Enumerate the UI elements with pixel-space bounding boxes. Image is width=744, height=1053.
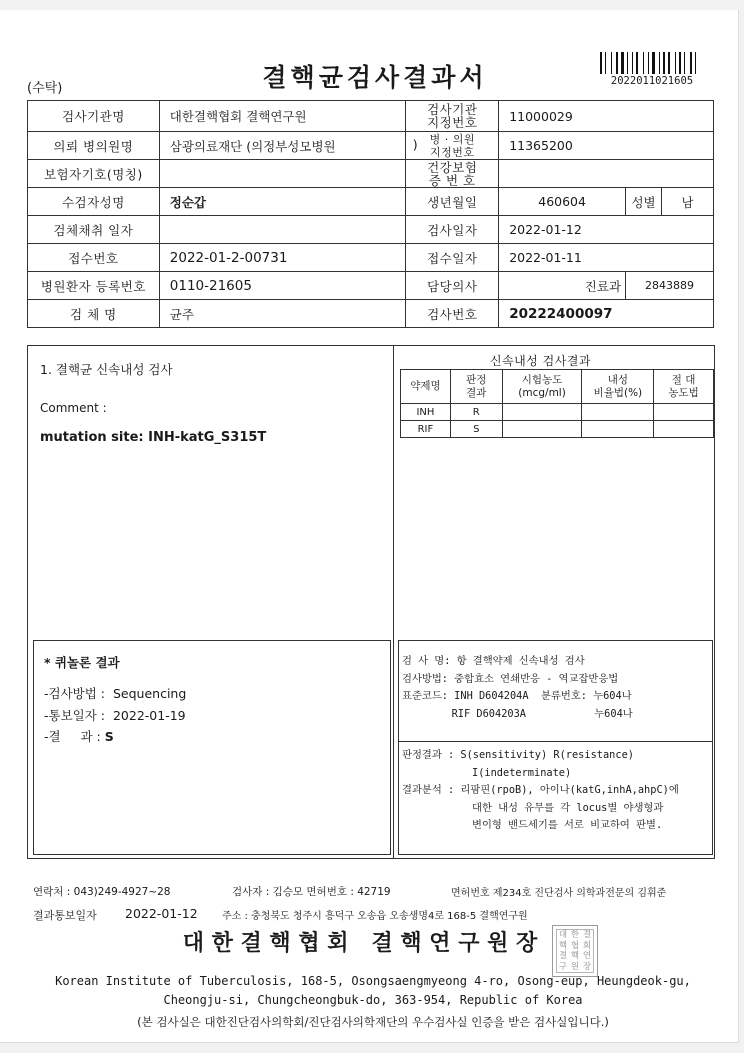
barcode-bar [686,52,689,74]
seal-glyph: 원 [570,961,580,972]
barcode-bar [684,52,685,74]
result-cell-conc [502,421,582,438]
barcode-bar [648,52,649,74]
result-column-header [654,370,714,404]
barcode [600,52,704,87]
patient-info-table [27,100,714,328]
barcode-bar [613,52,615,74]
barcode-bar [611,52,612,74]
barcode-bar [663,52,665,74]
receipt-no-label: 접수번호 [28,244,160,272]
birth-label: 생년월일 [406,188,499,216]
barcode-bar [625,52,626,74]
barcode-bar [634,52,635,74]
column-header-text: 결과 [466,386,487,399]
test-date-value: 2022-01-12 [499,216,714,244]
receipt-date-label: 접수일자 [406,244,499,272]
clinic-no-value: 11365200 [499,132,714,160]
result-value: S [104,729,114,744]
requester-value [159,132,418,160]
result-column-header [401,370,451,404]
barcode-bar [677,52,678,74]
quinolone-box [33,640,391,855]
barcode-bar [600,52,602,74]
test-no-value: 20222400097 [499,300,714,328]
agency-no-value: 11000029 [499,101,714,132]
seal-glyph: 핵 [558,940,568,951]
barcode-bars [600,52,704,74]
official-seal [552,925,598,977]
patient-value: 정순갑 [159,188,406,216]
barcode-bar [659,52,660,74]
test-heading: 1. 결핵균 신속내성 검사 [40,362,173,377]
column-header-text: (mcg/ml) [518,386,566,399]
barcode-bar [629,52,631,74]
analysis-line-3: 변이형 밴드세기를 서로 비교하여 판별. [472,819,663,831]
table-row [401,404,714,421]
column-header-text: 절 대 [671,373,696,386]
requester-close: ) [412,136,418,152]
quinolone-result [44,727,114,745]
seal-glyph: 결 [582,930,592,940]
barcode-bar [671,52,674,74]
quinolone-date [44,706,186,724]
seal-glyph: 구 [558,961,568,972]
contact: 연락처 : 043)249-4927~28 [33,886,171,898]
org-title: 대 한 결 핵 협 회 결 핵 연 구 원 장 [182,930,538,956]
examiner: 검사자 : 김승모 면허번호 : 42719 [232,886,391,898]
seal-glyph: 장 [582,961,592,972]
method-line-3b [402,706,633,724]
dept-label: 진료과 [499,272,626,300]
table-row [401,421,714,438]
analysis-text [402,747,679,835]
column-header-text: 비율법(%) [593,386,643,399]
method-text [402,653,633,723]
date-label: -통보일자 : [44,708,105,723]
date-value: 2022-01-19 [112,708,186,723]
drug-result-table [400,369,714,438]
seal-glyphs [556,929,594,973]
seal-glyph: 결 [558,951,568,961]
barcode-bar [668,52,670,74]
barcode-bar [661,52,662,74]
reg-no-label: 병원환자 등록번호 [28,272,160,300]
barcode-bar [693,52,694,74]
analysis-line-2: 대한 내성 유무를 각 locus별 야생형과 [472,801,664,814]
barcode-bar [656,52,658,74]
consignment-tag: (수탁) [27,81,63,96]
result-cell-result: R [450,404,502,421]
birth-value: 460604 [499,188,626,216]
column-header-text: 농도법 [668,386,699,399]
barcode-bar [605,52,606,74]
health-no-value [499,160,714,188]
column-header-text: 시험농도 [521,373,563,386]
result-cell-drug: INH [401,404,451,421]
address: 주소 : 충청북도 청주시 흥덕구 오송읍 오송생명4로 168-5 결핵연구원 [222,911,528,922]
specimen-label: 검 체 명 [28,300,160,328]
result-cell-conc [502,404,582,421]
barcode-bar [627,52,628,74]
result-label: -결 과 : [44,729,101,744]
barcode-bar [650,52,651,74]
reg-no-value: 0110-21605 [159,272,406,300]
dept-value: 2843889 [626,272,714,300]
barcode-bar [675,52,676,74]
agency-no-label: 검사기관 지정번호 [406,101,499,132]
method-value: Sequencing [112,686,187,701]
barcode-bar [616,52,618,74]
analysis-line-1: 결과분석 : 리팜핀(rpoB), 아이나(katG,inhA,ahpC)에 [402,784,679,796]
english-address-2: Cheongju-si, Chungcheongbuk-do, 363-954, Republic of Korea [163,993,583,1007]
std-code: 표준코드: INH D604204A 분류번호: 누604나 [402,690,632,702]
license: 면허번호 제234호 진단검사 의학과전문의 김휘준 [451,888,667,899]
method-box-divider [398,741,712,742]
quinolone-method [44,684,186,702]
result-column-header [582,370,654,404]
receipt-date-value: 2022-01-11 [499,244,714,272]
result-column-header [450,370,502,404]
receipt-no-value: 2022-01-2-00731 [159,244,406,272]
certification-note: (본 검사실은 대한진단검사의학회/진단검사의학재단의 우수검사실 인증을 받은 검사실입니다.) [137,1015,609,1029]
agency-value: 대한결핵협회 결핵연구원 [159,101,406,132]
column-header-text: 약제명 [410,380,441,392]
collect-value [159,216,406,244]
seal-glyph: 대 [558,930,568,940]
notify-date: 2022-01-12 [125,906,198,921]
method-line-2: 검사방법: 중합효소 연쇄반응 - 역교잡반응법 [402,672,619,685]
doctor-label: 담당의사 [406,272,499,300]
std-code-rif: RIF D604203A [451,707,527,720]
barcode-bar [632,52,633,74]
judgement-line-2: I(indeterminate) [472,766,572,779]
notify-label: 결과통보일자 [33,909,97,922]
barcode-bar [695,52,696,74]
result-table-title: 신속내성 검사결과 [490,354,592,368]
column-header-text: 판정 [466,373,487,386]
seal-glyph: 협 [570,940,580,951]
barcode-bar [643,52,644,74]
result-cell-abs [654,421,714,438]
barcode-number: 2022011021605 [610,75,694,87]
sex-label: 성별 [626,188,662,216]
column-header-text: 내성 [607,373,628,386]
barcode-bar [690,52,692,74]
test-date-label: 검사일자 [406,216,499,244]
barcode-bar [645,52,647,74]
seal-glyph: 한 [570,930,580,940]
mutation-site: mutation site: INH-katG_S315T [40,430,267,445]
barcode-bar [666,52,667,74]
clinic-no-label: 병 · 의원 지정번호 [406,132,499,160]
collect-label: 검체채취 일자 [28,216,160,244]
result-table-header [401,370,714,404]
seal-glyph: 연 [582,951,592,961]
requester-name: 삼광의료재단 (의정부성모병원 [169,138,336,154]
barcode-bar [697,52,699,74]
result-cell-abs [654,404,714,421]
barcode-bar [607,52,610,74]
class-code-rif: 누604나 [594,707,633,720]
body-divider [393,345,394,858]
page-title: 결핵균검사결과서 [262,63,488,92]
patient-label: 수검자성명 [28,188,160,216]
method-line-1: 검 사 명: 항 결핵약제 신속내성 검사 [402,655,585,667]
health-no-label: 건강보험 증 번 호 [406,160,499,188]
barcode-bar [639,52,642,74]
result-cell-result: S [450,421,502,438]
barcode-bar [652,52,655,74]
sex-value: 남 [662,188,714,216]
english-address-1: Korean Institute of Tuberculosis, 168-5, Osongsaengmyeong 4-ro, Osong-eup, Heungdeok-gu, [55,974,691,988]
seal-glyph: 회 [582,940,592,951]
result-column-header [502,370,582,404]
comment-label: Comment : [40,401,107,415]
insured-value [159,160,406,188]
agency-label: 검사기관명 [28,101,160,132]
test-no-label: 검사번호 [406,300,499,328]
result-cell-ratio [582,421,654,438]
barcode-bar [679,52,681,74]
barcode-bar [621,52,624,74]
specimen-value: 균주 [159,300,406,328]
method-line-3 [402,688,633,706]
barcode-bar [682,52,683,74]
method-label: -검사방법 : [44,686,105,701]
barcode-bar [619,52,620,74]
result-cell-ratio [582,404,654,421]
judgement-line-1: 판정결과 : S(sensitivity) R(resistance) [402,749,634,761]
seal-glyph: 핵 [570,951,580,961]
barcode-bar [636,52,638,74]
requester-label: 의뢰 병의원명 [28,132,160,160]
result-table-body [401,404,714,438]
insured-label: 보험자기호(명칭) [28,160,160,188]
barcode-bar [603,52,604,74]
quinolone-heading: * 퀴놀론 결과 [44,655,120,670]
result-cell-drug: RIF [401,421,451,438]
